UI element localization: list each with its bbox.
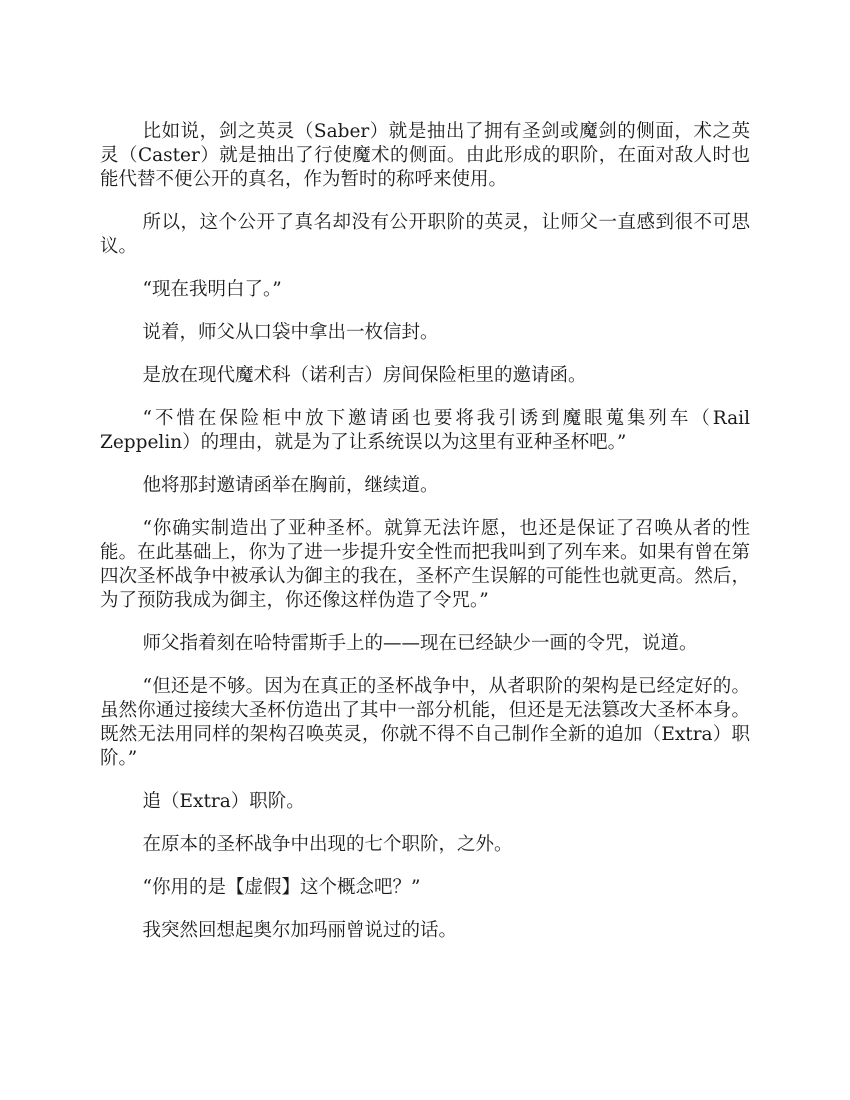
- paragraph: “不惜在保险柜中放下邀请函也要将我引诱到魔眼蒐集列车（Rail Zeppelin）的理由，就是为了让系统误以为这里有亚种圣杯吧。”: [100, 408, 750, 453]
- paragraph: 说着，师父从口袋中拿出一枚信封。: [142, 322, 439, 343]
- document-page: [100, 120, 750, 962]
- paragraph: 我突然回想起奥尔加玛丽曾说过的话。: [142, 920, 458, 941]
- paragraph: 在原本的圣杯战争中出现的七个职阶，之外。: [142, 834, 513, 855]
- paragraph: 比如说，剑之英灵（Saber）就是抽出了拥有圣剑或魔剑的侧面，术之英灵（Caster）就是抽出了行使魔术的侧面。由此形成的职阶，在面对敌人时也能代替不便公开的真名，作为暂时的称呼来使用。: [100, 121, 750, 190]
- paragraph: 师父指着刻在哈特雷斯手上的——现在已经缺少一画的令咒，说道。: [142, 633, 698, 654]
- paragraph: 是放在现代魔术科（诺利吉）房间保险柜里的邀请函。: [142, 365, 587, 386]
- paragraph: 所以，这个公开了真名却没有公开职阶的英灵，让师父一直感到很不可思议。: [100, 212, 750, 257]
- paragraph: “你用的是【虚假】这个概念吧？”: [142, 877, 421, 898]
- paragraph: “现在我明白了。”: [142, 279, 282, 300]
- paragraph: 他将那封邀请函举在胸前，继续道。: [142, 475, 439, 496]
- paragraph: 追（Extra）职阶。: [142, 791, 305, 812]
- paragraph: “你确实制造出了亚种圣杯。就算无法许愿，也还是保证了召唤从者的性能。在此基础上，你为了进一步提升安全性而把我叫到了列车来。如果有曾在第四次圣杯战争中被承认为御主的我在，圣杯产生误解的可能性也就更高。然后，为了预防我成为御主，你还像这样伪造了令咒。”: [100, 518, 750, 611]
- paragraph: “但还是不够。因为在真正的圣杯战争中，从者职阶的架构是已经定好的。虽然你通过接续大圣杯仿造出了其中一部分机能，但还是无法篡改大圣杯本身。既然无法用同样的架构召唤英灵，你就不得不自己制作全新的追加（Extra）职阶。”: [100, 676, 750, 769]
